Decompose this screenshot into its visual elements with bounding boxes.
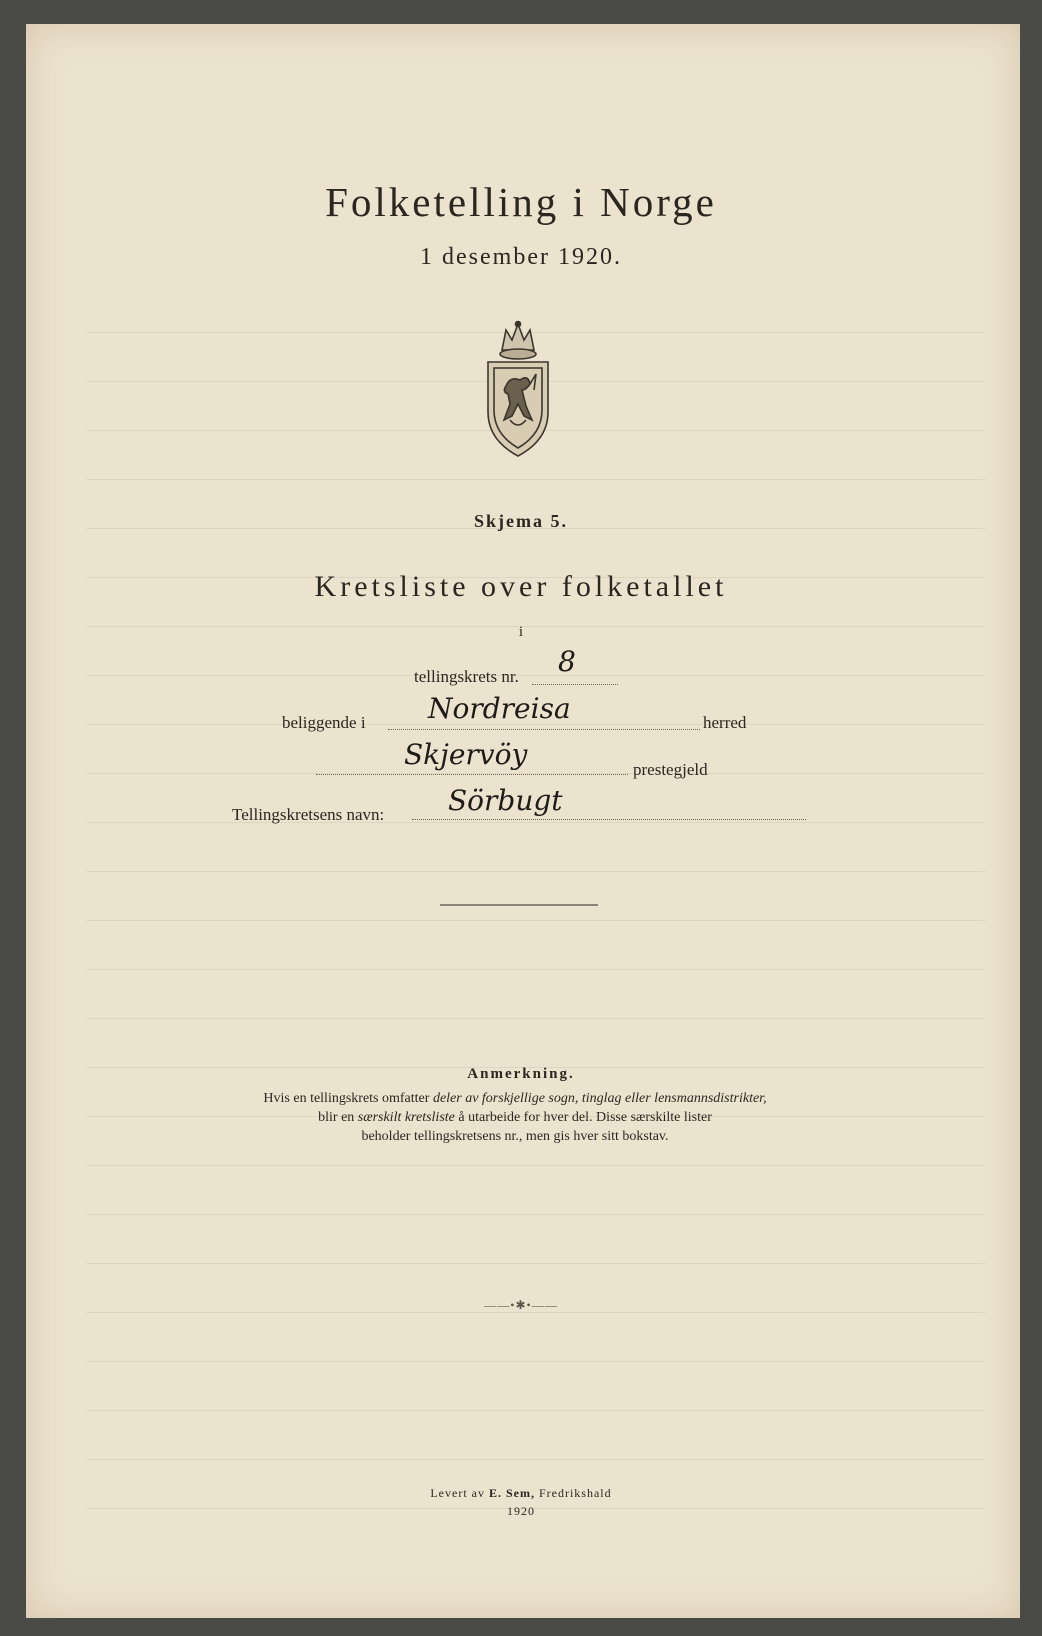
schema-number: Skjema 5. xyxy=(474,511,568,531)
norwegian-coat-of-arms-icon xyxy=(480,320,556,460)
herred-label: herred xyxy=(703,713,747,732)
prestegjeld-field-line xyxy=(316,774,628,775)
tellingskrets-field-line xyxy=(532,684,618,685)
tellingskrets-label: tellingskrets nr. xyxy=(414,667,519,686)
bleed-through-lines xyxy=(86,284,986,1534)
kretsnavn-field-line xyxy=(412,819,806,820)
kretsnavn-value: Sörbugt xyxy=(448,784,563,817)
note-line-3: beholder tellingskretsens nr., men gis hver sitt bokstav. xyxy=(361,1129,669,1144)
note-line-2: blir en særskilt kretsliste å utarbeide for hver del. Disse særskilte lister xyxy=(318,1110,712,1125)
prestegjeld-value: Skjervöy xyxy=(404,738,528,771)
section-divider xyxy=(440,904,598,906)
note-line-1: Hvis en tellingskrets omfatter deler av forskjellige sogn, tinglag eller lensmannsdistrikter, xyxy=(263,1091,767,1106)
prestegjeld-label: prestegjeld xyxy=(633,760,708,779)
note-heading: Anmerkning. xyxy=(467,1066,575,1082)
herred-value: Nordreisa xyxy=(428,692,571,725)
beliggende-label: beliggende i xyxy=(282,713,366,732)
connector-i: i xyxy=(518,624,524,640)
census-date: 1 desember 1920. xyxy=(420,244,622,270)
form-heading: Kretsliste over folketallet xyxy=(314,570,728,603)
printer-imprint: Levert av E. Sem, Fredrikshald xyxy=(430,1486,612,1500)
herred-field-line xyxy=(388,729,700,730)
ornament-divider: ——•✱•—— xyxy=(484,1298,558,1312)
document-title: Folketelling i Norge xyxy=(325,179,717,225)
tellingskrets-value: 8 xyxy=(558,645,576,678)
printer-year: 1920 xyxy=(507,1504,535,1518)
kretsnavn-label: Tellingskretsens navn: xyxy=(232,805,385,824)
